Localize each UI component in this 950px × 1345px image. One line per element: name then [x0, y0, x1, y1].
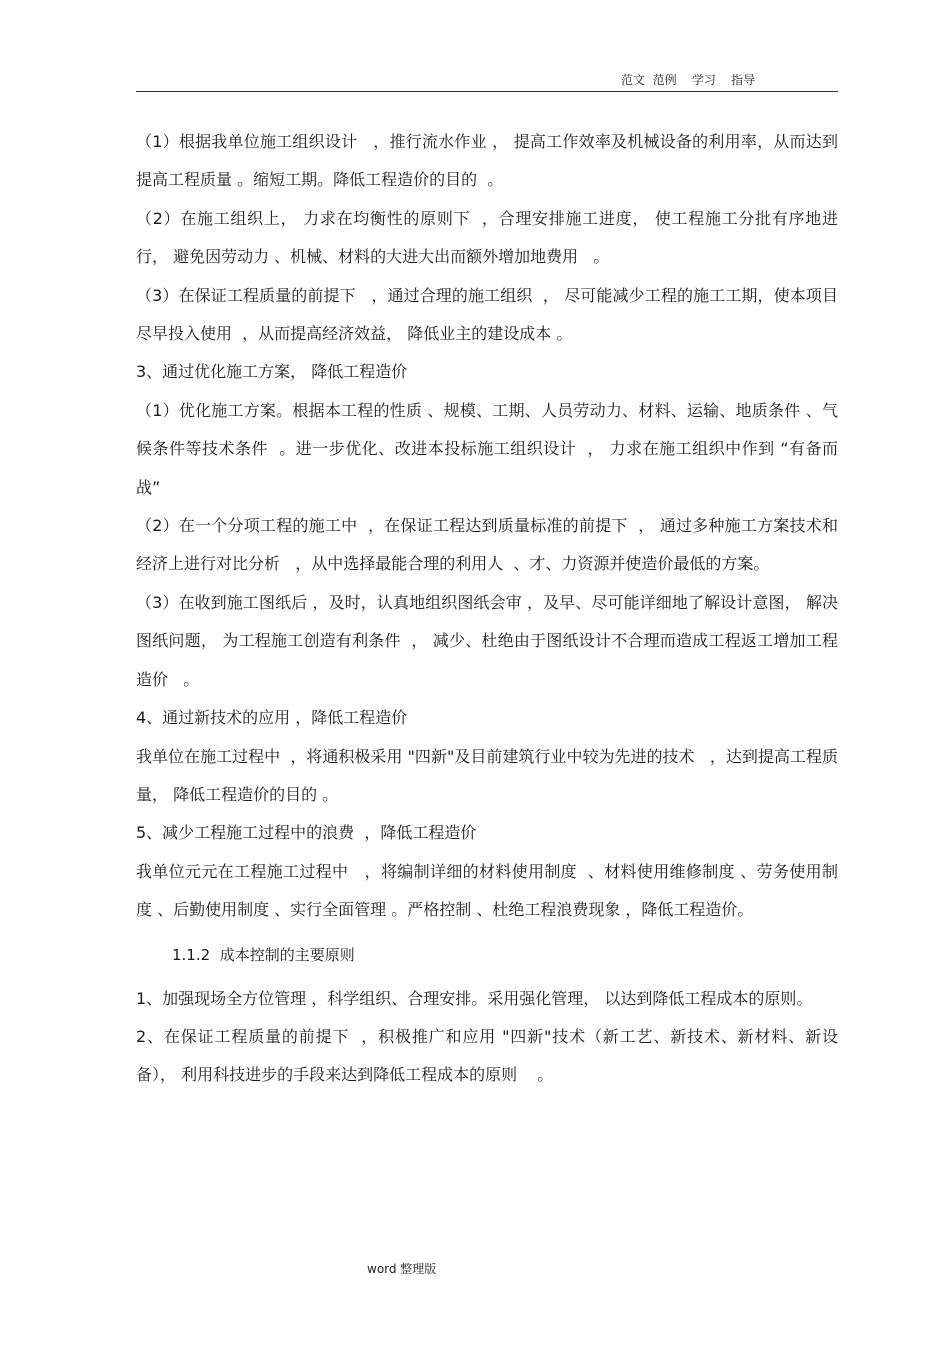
- paragraph-8: 我单位元元在工程施工过程中 ，将编制详细的材料使用制度 、材料使用维修制度 、劳务使用制度 、后勤使用制度 、实行全面管理 。严格控制 、杜绝工程浪费现象 ，降低工程造价。: [136, 861, 838, 920]
- paragraph-5: （2）在一个分项工程的施工中 ，在保证工程达到质量标准的前提下 ， 通过多种施工方案技术和经济上进行对比分析 ，从中选择最能合理的利用人 、才、力资源并使造价最低的方案。: [136, 516, 838, 574]
- principle-1: 1、加强现场全方位管理 ，科学组织、合理安排。采用强化管理， 以达到降低工程成本的原则。: [136, 988, 813, 1008]
- document-body: [136, 123, 838, 1095]
- paragraph-7: 我单位在施工过程中 ，将通积极采用 "四新"及目前建筑行业中较为先进的技术 ，达到提高工程质量， 降低工程造价的目的 。: [136, 746, 838, 804]
- principle-2: 2、在保证工程质量的前提下 ，积极推广和应用 "四新"技术（新工艺、新技术、新材料、新设备）， 利用科技进步的手段来达到降低工程成本的原则 。: [136, 1026, 838, 1085]
- section-heading-3: 3、通过优化施工方案， 降低工程造价: [136, 362, 408, 382]
- paragraph-2: （2）在施工组织上， 力求在均衡性的原则下 ，合理安排施工进度， 使工程施工分批有序地进行， 避免因劳动力 、机械、材料的大进大出而额外增加地费用 。: [136, 208, 838, 267]
- section-heading-4: 4、通过新技术的应用 ，降低工程造价: [136, 708, 408, 728]
- page-footer: word 整理版: [367, 1262, 437, 1276]
- paragraph-3: （3）在保证工程质量的前提下 ，通过合理的施工组织 ， 尽可能减少工程的施工工期，使本项目尽早投入使用 ，从而提高经济效益， 降低业主的建设成本 。: [136, 285, 838, 344]
- paragraph-6: （3）在收到施工图纸后 ，及时，认真地组织图纸会审 ，及早、尽可能详细地了解设计意图， 解决图纸问题， 为工程施工创造有利条件 ， 减少、杜绝由于图纸设计不合理而造成工程返工增加工程造价 。: [136, 592, 838, 689]
- paragraph-4: （1）优化施工方案。根据本工程的性质 、规模、工期、人员劳动力、材料、运输、地质条件 、气候条件等技术条件 。进一步优化、改进本投标施工组织设计 ， 力求在施工组织中作到 “有备而战”: [136, 400, 838, 497]
- section-heading-5: 5、减少工程施工过程中的浪费 ，降低工程造价: [136, 823, 477, 843]
- paragraph-1: （1）根据我单位施工组织设计 ，推行流水作业 ， 提高工作效率及机械设备的利用率，从而达到提高工程质量 。缩短工期。降低工程造价的目的 。: [136, 132, 838, 190]
- header-text: 范文 范例 学习 指导: [621, 73, 756, 87]
- subsection-heading: 1.1.2 成本控制的主要原则: [172, 945, 355, 964]
- page-header: [136, 68, 838, 92]
